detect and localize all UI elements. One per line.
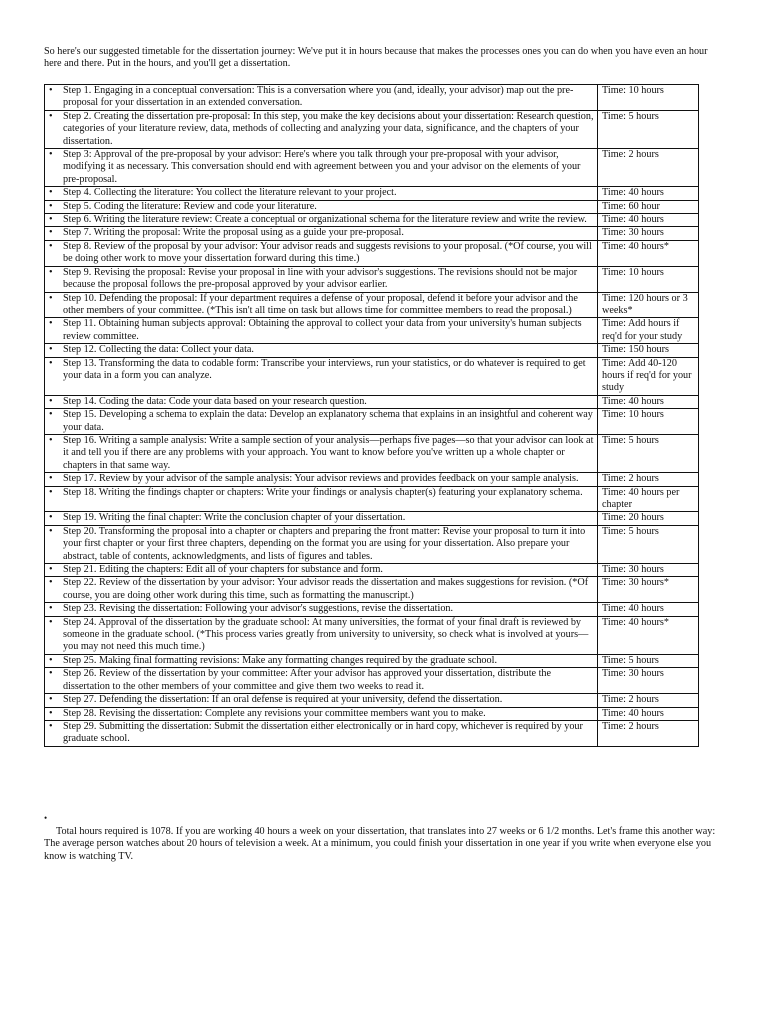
time-cell: Time: 5 hours — [598, 525, 699, 563]
time-cell: Time: 40 hours per chapter — [598, 486, 699, 512]
timetable-row — [45, 525, 699, 563]
step-cell — [45, 344, 598, 357]
step-text: Step 4. Collecting the literature: You collect the literature relevant to your project. — [63, 187, 397, 199]
step-cell — [45, 318, 598, 344]
summary-paragraph: Total hours required is 1078. If you are working 40 hours a week on your dissertation, that translates into 27 weeks or 6 1/2 months. Let's frame this another way: The average person watches about 20 hours of television a week. At a minimum, you could finish your dissertation in one year if you write when everyone else you know is watching TV. — [44, 826, 716, 862]
step-text: Step 27. Defending the dissertation: If an oral defense is required at your university, defend the dissertation. — [63, 694, 503, 706]
time-cell: Time: 2 hours — [598, 694, 699, 707]
step-text: Step 8. Review of the proposal by your advisor: Your advisor reads and suggests revisions to your proposal. (*Of course, you will be doing other work to move your dissertation forward during this time.) — [63, 240, 592, 265]
timetable-row — [45, 603, 699, 616]
step-text: Step 9. Revising the proposal: Revise your proposal in line with your advisor's suggestions. The revisions should not be major because the proposal follows the pre-proposal approved by your advisor earlier. — [63, 266, 578, 291]
bullet-icon: • — [49, 473, 53, 485]
bullet-icon: • — [49, 85, 53, 96]
timetable — [44, 84, 699, 747]
bullet-icon: • — [49, 616, 53, 628]
time-cell: Time: Add hours if req'd for your study — [598, 318, 699, 344]
time-cell: Time: 20 hours — [598, 512, 699, 525]
step-text: Step 13. Transforming the data to codable form: Transcribe your interviews, run your statistics, or do whatever is required to get your data in a form you can analyze. — [63, 357, 586, 381]
timetable-row — [45, 654, 699, 667]
time-cell: Time: 5 hours — [598, 434, 699, 472]
step-cell — [45, 357, 598, 395]
step-cell — [45, 694, 598, 707]
bullet-icon: • — [49, 707, 53, 719]
step-text: Step 28. Revising the dissertation: Complete any revisions your committee members want you to make. — [63, 707, 486, 719]
timetable-row — [45, 240, 699, 266]
timetable-row — [45, 720, 699, 746]
step-cell — [45, 187, 598, 200]
time-cell: Time: 10 hours — [598, 409, 699, 435]
timetable-row — [45, 616, 699, 654]
bullet-icon: • — [49, 357, 53, 369]
time-cell: Time: 10 hours — [598, 266, 699, 292]
time-cell: Time: 40 hours* — [598, 616, 699, 654]
step-cell — [45, 654, 598, 667]
timetable-body — [45, 85, 699, 747]
step-text: Step 19. Writing the final chapter: Write the conclusion chapter of your dissertation. — [63, 512, 406, 524]
step-cell — [45, 434, 598, 472]
step-cell — [45, 292, 598, 318]
time-cell: Time: 2 hours — [598, 720, 699, 746]
step-cell — [45, 668, 598, 694]
timetable-row — [45, 577, 699, 603]
bullet-icon: • — [49, 694, 53, 706]
time-cell: Time: 60 hour — [598, 200, 699, 213]
time-cell: Time: 40 hours — [598, 187, 699, 200]
step-cell — [45, 240, 598, 266]
time-cell: Time: 30 hours — [598, 227, 699, 240]
timetable-row — [45, 318, 699, 344]
bullet-icon: • — [49, 434, 53, 446]
step-cell — [45, 149, 598, 187]
step-text: Step 2. Creating the dissertation pre-proposal: In this step, you make the key decisions about your dissertation: Research question, categories of your literature review, data, methods of collecting and analyzing your data, significance, and the chapters of your dissertation. — [63, 110, 594, 147]
timetable-row — [45, 266, 699, 292]
step-text: Step 16. Writing a sample analysis: Write a sample section of your analysis—perhaps five pages—so that your advisor can look at it and tell you if there are any problems with your approach. You want to know before you've written up a whole chapter or chapters in that same way. — [63, 434, 594, 471]
time-cell: Time: 5 hours — [598, 654, 699, 667]
time-cell: Time: 40 hours — [598, 214, 699, 227]
bullet-icon: • — [49, 654, 53, 666]
bullet-icon: • — [49, 486, 53, 498]
time-cell: Time: 30 hours — [598, 564, 699, 577]
timetable-row — [45, 486, 699, 512]
bullet-icon: • — [49, 149, 53, 161]
step-text: Step 23. Revising the dissertation: Following your advisor's suggestions, revise the dissertation. — [63, 603, 454, 615]
step-cell — [45, 409, 598, 435]
step-cell — [45, 227, 598, 240]
step-text: Step 1. Engaging in a conceptual conversation: This is a conversation where you (and, ideally, your advisor) map out the pre-proposal for your dissertation in an extended conversation. — [63, 85, 574, 109]
timetable-row — [45, 110, 699, 148]
step-cell — [45, 603, 598, 616]
bullet-icon: • — [49, 525, 53, 537]
step-cell — [45, 577, 598, 603]
bullet-icon: • — [49, 564, 53, 576]
step-text: Step 12. Collecting the data: Collect your data. — [63, 344, 254, 356]
step-cell — [45, 616, 598, 654]
step-cell — [45, 85, 598, 111]
timetable-row — [45, 292, 699, 318]
bullet-icon: • — [49, 409, 53, 421]
bullet-icon: • — [49, 227, 53, 239]
step-cell — [45, 214, 598, 227]
step-text: Step 10. Defending the proposal: If your department requires a defense of your proposal, defend it before your advisor and the other members of your committee. (*This isn't all time on task but allows time for committee members to read the proposal.) — [63, 292, 578, 316]
step-text: Step 20. Transforming the proposal into a chapter or chapters and preparing the front matter: Revise your proposal to turn it into your first chapter or your first three chapters, depending on the format you are using for your dissertation. Also prepare your abstract, table of contents, acknowledgments, and lists of figures and tables. — [63, 525, 586, 562]
timetable-row — [45, 344, 699, 357]
time-cell: Time: 5 hours — [598, 110, 699, 148]
step-cell — [45, 110, 598, 148]
bullet-icon: • — [49, 318, 53, 330]
step-cell — [45, 707, 598, 720]
step-text: Step 3: Approval of the pre-proposal by your advisor: Here's where you talk through your pre-proposal with your advisor, modifying it as necessary. This conversation should end with agreement between you and your advisor on the elements of your pre-proposal. — [63, 149, 581, 185]
step-text: Step 24. Approval of the dissertation by the graduate school: At many universities, the format of your final draft is reviewed by someone in the graduate school. (*This process varies greatly from university to university, so check what is involved at yours—you may not need this much time.) — [63, 616, 589, 653]
step-text: Step 18. Writing the findings chapter or chapters: Write your findings or analysis chapter(s) featuring your explanatory schema. — [63, 486, 583, 498]
step-text: Step 25. Making final formatting revisions: Make any formatting changes required by the graduate school. — [63, 654, 497, 666]
timetable-row — [45, 200, 699, 213]
timetable-row — [45, 473, 699, 486]
step-text: Step 6. Writing the literature review: Create a conceptual or organizational schema for the literature review and write the review. — [63, 214, 587, 226]
step-cell — [45, 564, 598, 577]
empty-bullet: • — [44, 813, 48, 823]
bullet-icon: • — [49, 214, 53, 226]
bullet-icon: • — [49, 603, 53, 615]
step-cell — [45, 720, 598, 746]
time-cell: Time: 10 hours — [598, 85, 699, 111]
time-cell: Time: 30 hours* — [598, 577, 699, 603]
bullet-icon: • — [49, 292, 53, 304]
timetable-row — [45, 564, 699, 577]
time-cell: Time: 30 hours — [598, 668, 699, 694]
timetable-row — [45, 668, 699, 694]
step-text: Step 17. Review by your advisor of the sample analysis: Your advisor reviews and provides feedback on your sample analysis. — [63, 473, 579, 485]
step-cell — [45, 486, 598, 512]
timetable-row — [45, 409, 699, 435]
intro-text: So here's our suggested timetable for the dissertation journey: We've put it in hours because that makes the processes ones you can do when you have even an hour here and there. Put in the hours, and you'll get a dissertation. — [44, 46, 708, 70]
timetable-row — [45, 187, 699, 200]
step-cell — [45, 395, 598, 408]
time-cell: Time: 40 hours — [598, 603, 699, 616]
bullet-icon: • — [49, 110, 53, 122]
step-cell — [45, 473, 598, 486]
step-text: Step 22. Review of the dissertation by your advisor: Your advisor reads the dissertation and makes suggestions for revision. (*Of course, you are doing other work during this time, such as formatting the manuscript.) — [63, 577, 589, 601]
step-text: Step 29. Submitting the dissertation: Submit the dissertation either electronically or in hard copy, whichever is required by your graduate school. — [63, 720, 583, 745]
timetable-row — [45, 149, 699, 187]
step-text: Step 5. Coding the literature: Review and code your literature. — [63, 200, 317, 212]
bullet-icon: • — [49, 344, 53, 356]
timetable-row — [45, 357, 699, 395]
time-cell: Time: Add 40-120 hours if req'd for your study — [598, 357, 699, 395]
time-cell: Time: 2 hours — [598, 473, 699, 486]
bullet-icon: • — [49, 200, 53, 212]
time-cell: Time: 2 hours — [598, 149, 699, 187]
time-cell: Time: 40 hours* — [598, 240, 699, 266]
step-cell — [45, 200, 598, 213]
step-text: Step 21. Editing the chapters: Edit all of your chapters for substance and form. — [63, 564, 383, 576]
bullet-icon: • — [49, 577, 53, 589]
bullet-icon: • — [49, 395, 53, 407]
step-text: Step 26. Review of the dissertation by your committee: After your advisor has approved your dissertation, distribute the dissertation to the other members of your committee and give them two weeks to read it. — [63, 668, 552, 692]
step-text: Step 7. Writing the proposal: Write the proposal using as a guide your pre-proposal. — [63, 227, 404, 239]
step-text: Step 15. Developing a schema to explain the data: Develop an explanatory schema that explains in an insightful and coherent way your data. — [63, 409, 593, 433]
timetable-row — [45, 694, 699, 707]
timetable-row — [45, 707, 699, 720]
step-text: Step 11. Obtaining human subjects approval: Obtaining the approval to collect your data from your university's human subjects review committee. — [63, 318, 582, 342]
bullet-icon: • — [49, 187, 53, 199]
time-cell: Time: 40 hours — [598, 707, 699, 720]
step-cell — [45, 266, 598, 292]
step-text: Step 14. Coding the data: Code your data based on your research question. — [63, 395, 367, 407]
bullet-icon: • — [49, 720, 53, 732]
time-cell: Time: 40 hours — [598, 395, 699, 408]
timetable-row — [45, 434, 699, 472]
time-cell: Time: 150 hours — [598, 344, 699, 357]
timetable-row — [45, 214, 699, 227]
bullet-icon: • — [49, 240, 53, 252]
timetable-row — [45, 512, 699, 525]
timetable-row — [45, 395, 699, 408]
bullet-icon: • — [49, 512, 53, 524]
timetable-row — [45, 227, 699, 240]
intro-paragraph — [44, 46, 724, 71]
step-cell — [45, 512, 598, 525]
step-cell — [45, 525, 598, 563]
bullet-icon: • — [49, 668, 53, 680]
bullet-icon: • — [49, 266, 53, 278]
time-cell: Time: 120 hours or 3 weeks* — [598, 292, 699, 318]
timetable-row — [45, 85, 699, 111]
